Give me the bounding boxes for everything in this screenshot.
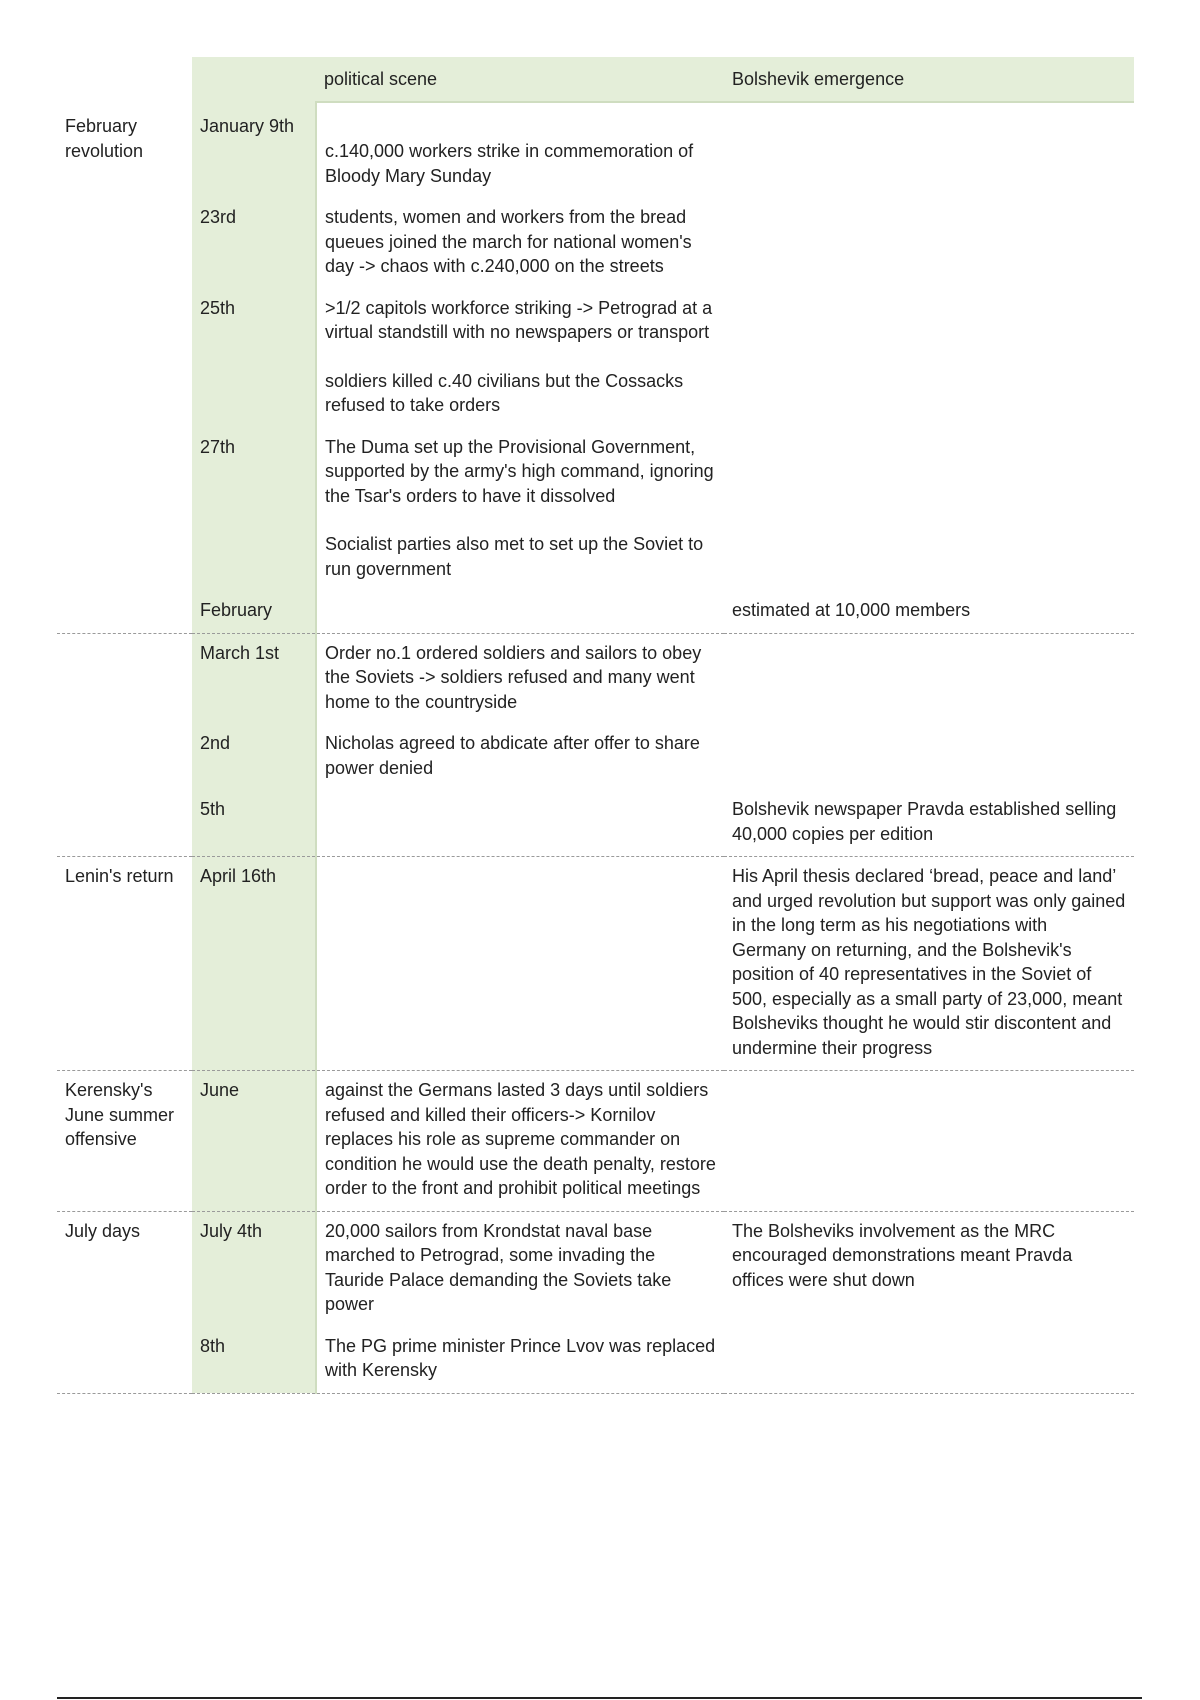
event-cell bbox=[57, 428, 192, 592]
event-cell: July days bbox=[65, 1220, 141, 1241]
political-cell bbox=[316, 633, 724, 724]
political-text: against the Germans lasted 3 days until soldiers refused and killed their officers-> Kornilov replaces his role as supreme commander on condition he would use the death penalty, restore order to the front and prohibit political meetings bbox=[325, 1080, 716, 1198]
table-row bbox=[57, 1211, 1134, 1327]
date-cell: February bbox=[192, 591, 316, 633]
table-row bbox=[57, 790, 1134, 857]
political-cell bbox=[316, 428, 724, 592]
event-cell: Kerensky's June summer offensive bbox=[57, 1071, 192, 1212]
event-cell: February revolution bbox=[65, 116, 144, 161]
event-cell bbox=[57, 289, 192, 428]
table-row bbox=[57, 724, 1134, 790]
bolshevik-cell bbox=[724, 198, 1134, 289]
table-row bbox=[57, 1327, 1134, 1394]
bolshevik-cell bbox=[724, 1071, 1134, 1212]
timeline-body bbox=[57, 102, 1134, 1393]
table-row bbox=[57, 591, 1134, 633]
timeline-table bbox=[57, 57, 1134, 1394]
event-cell bbox=[57, 591, 192, 633]
table-row bbox=[57, 289, 1134, 428]
bolshevik-cell: Bolshevik newspaper Pravda established selling 40,000 copies per edition bbox=[724, 790, 1134, 857]
date-cell: 8th bbox=[192, 1327, 316, 1394]
header-row bbox=[57, 57, 1134, 102]
event-cell: Lenin's return bbox=[57, 857, 192, 1071]
date-cell: April 16th bbox=[192, 857, 316, 1071]
date-cell: June bbox=[192, 1071, 316, 1212]
table-row bbox=[57, 857, 1134, 1071]
event-cell bbox=[57, 790, 192, 857]
political-text: soldiers killed c.40 civilians but the Cossacks refused to take orders bbox=[325, 370, 684, 415]
political-cell bbox=[316, 1327, 724, 1394]
event-cell bbox=[57, 633, 192, 724]
political-text: Socialist parties also met to set up the Soviet to run government bbox=[325, 534, 704, 579]
political-text: Nicholas agreed to abdicate after offer to share power denied bbox=[325, 733, 700, 778]
bolshevik-cell: estimated at 10,000 members bbox=[724, 591, 1134, 633]
political-cell bbox=[316, 857, 724, 1071]
date-cell: 2nd bbox=[192, 724, 316, 790]
event-cell bbox=[57, 198, 192, 289]
political-cell bbox=[316, 790, 724, 857]
bolshevik-cell: His April thesis declared ‘bread, peace and land’ and urged revolution but support was only gained in the long term as his negotiations with Germany on returning, and the Bolshevik's position of 40 representatives in the Soviet of 500, especially as a small party of 23,000, meant Bolsheviks thought he would stir discontent and undermine their progress bbox=[724, 857, 1134, 1071]
date-cell: July 4th bbox=[192, 1211, 316, 1327]
bolshevik-cell bbox=[724, 724, 1134, 790]
political-text: c.140,000 workers strike in commemoration of Bloody Mary Sunday bbox=[325, 141, 694, 186]
bolshevik-cell bbox=[724, 633, 1134, 724]
date-cell: 27th bbox=[192, 428, 316, 592]
political-cell bbox=[316, 198, 724, 289]
table-row bbox=[57, 102, 1134, 198]
date-cell: March 1st bbox=[192, 633, 316, 724]
event-cell bbox=[57, 1327, 192, 1394]
political-text: >1/2 capitols workforce striking -> Petrograd at a virtual standstill with no newspapers or transport bbox=[325, 297, 713, 342]
event-cell bbox=[57, 724, 192, 790]
bolshevik-cell bbox=[724, 1327, 1134, 1394]
date-cell: 25th bbox=[192, 289, 316, 428]
header-event-blank bbox=[57, 57, 192, 102]
table-row bbox=[57, 633, 1134, 724]
bolshevik-cell: The Bolsheviks involvement as the MRC encouraged demonstrations meant Pravda offices were shut down bbox=[732, 1220, 1073, 1290]
political-text: students, women and workers from the bread queues joined the march for national women's day -> chaos with c.240,000 on the streets bbox=[325, 207, 692, 276]
political-cell bbox=[316, 591, 724, 633]
bolshevik-cell bbox=[724, 428, 1134, 592]
footer-rule bbox=[57, 1697, 1142, 1699]
political-text: The Duma set up the Provisional Government, supported by the army's high command, ignoring the Tsar's orders to have it dissolved bbox=[325, 436, 714, 506]
political-text: Order no.1 ordered soldiers and sailors to obey the Soviets -> soldiers refused and many went home to the countryside bbox=[325, 642, 702, 712]
table-row bbox=[57, 1071, 1134, 1212]
political-cell bbox=[316, 1071, 724, 1212]
header-date-blank bbox=[192, 57, 316, 102]
header-political-scene: political scene bbox=[316, 57, 724, 102]
political-text: The PG prime minister Prince Lvov was replaced with Kerensky bbox=[325, 1335, 716, 1380]
bolshevik-cell bbox=[724, 102, 1134, 198]
date-cell: 5th bbox=[192, 790, 316, 857]
table-row bbox=[57, 198, 1134, 289]
political-text: 20,000 sailors from Krondstat naval base marched to Petrograd, some invading the Tauride Palace demanding the Soviets take power bbox=[325, 1220, 672, 1314]
political-cell bbox=[316, 289, 724, 428]
header-bolshevik-emergence: Bolshevik emergence bbox=[724, 57, 1134, 102]
political-cell bbox=[316, 724, 724, 790]
bolshevik-cell bbox=[724, 289, 1134, 428]
table-row bbox=[57, 428, 1134, 592]
political-cell bbox=[316, 1211, 724, 1327]
political-cell bbox=[316, 102, 724, 198]
date-cell: January 9th bbox=[192, 102, 316, 198]
date-cell: 23rd bbox=[192, 198, 316, 289]
